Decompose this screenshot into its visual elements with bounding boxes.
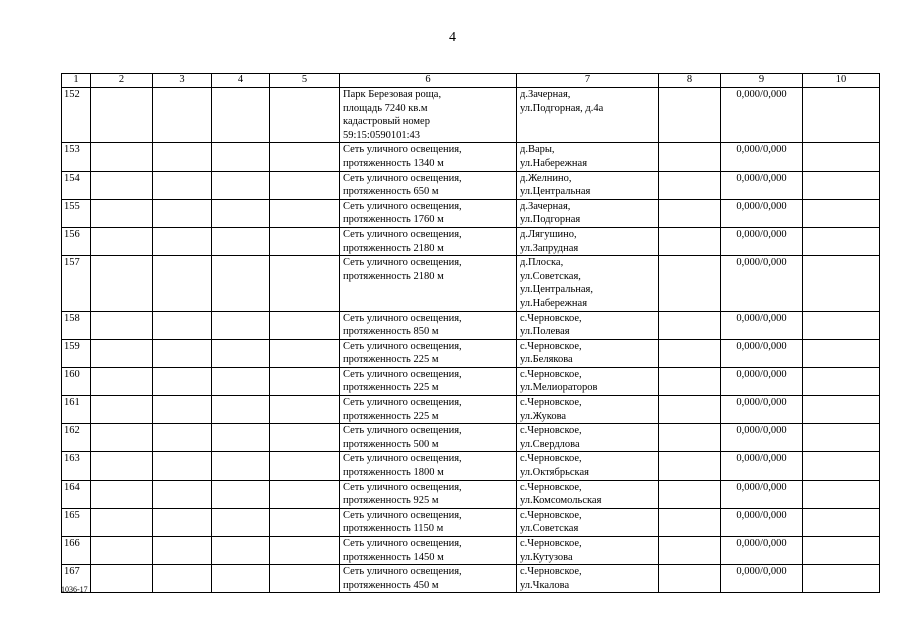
name-line: протяженность 850 м (343, 326, 439, 338)
address-line: ул.Жукова (520, 410, 567, 422)
name-line: протяженность 225 м (343, 354, 439, 366)
row-number-cell: 166 (62, 537, 91, 565)
col4-cell (212, 88, 270, 143)
col8-cell (659, 171, 721, 199)
column-header: 7 (517, 74, 659, 88)
col8-cell (659, 480, 721, 508)
col8-cell (659, 199, 721, 227)
header-row (62, 74, 880, 88)
name-line: Сеть уличного освещения, (343, 340, 462, 352)
row-number-cell: 156 (62, 227, 91, 255)
col5-cell (270, 171, 340, 199)
col4-cell (212, 480, 270, 508)
table-row (62, 311, 880, 339)
name-line: Сеть уличного освещения, (343, 566, 462, 578)
col3-cell (153, 339, 212, 367)
name-line: Парк Березовая роща, (343, 89, 442, 100)
footer-code: 1036-17 (61, 585, 88, 594)
col5-cell (270, 565, 340, 593)
table-row (62, 565, 880, 593)
col10-cell (803, 88, 880, 143)
col10-cell (803, 480, 880, 508)
col8-cell (659, 311, 721, 339)
table-row (62, 537, 880, 565)
column-header: 4 (212, 74, 270, 88)
col3-cell (153, 311, 212, 339)
address-cell (517, 537, 659, 565)
col5-cell (270, 480, 340, 508)
col3-cell (153, 508, 212, 536)
address-cell (517, 424, 659, 452)
col2-cell (91, 396, 153, 424)
object-name-cell (340, 227, 517, 255)
row-number-cell: 164 (62, 480, 91, 508)
table-row (62, 171, 880, 199)
row-number-cell: 154 (62, 171, 91, 199)
row-number-cell: 165 (62, 508, 91, 536)
object-name-cell (340, 311, 517, 339)
value-cell: 0,000/0,000 (721, 88, 803, 143)
col2-cell (91, 452, 153, 480)
address-line: с.Черновское, (520, 340, 582, 352)
col5-cell (270, 88, 340, 143)
col3-cell (153, 452, 212, 480)
object-name-cell (340, 396, 517, 424)
value-cell: 0,000/0,000 (721, 143, 803, 171)
value-cell: 0,000/0,000 (721, 537, 803, 565)
address-line: д.Зачерная, (520, 200, 571, 212)
address-line: ул.Мелиораторов (520, 382, 598, 394)
address-line: д.Лягушино, (520, 228, 577, 240)
address-line: с.Черновское, (520, 566, 582, 578)
col10-cell (803, 143, 880, 171)
col2-cell (91, 339, 153, 367)
row-number-cell: 162 (62, 424, 91, 452)
col2-cell (91, 424, 153, 452)
address-line: ул.Белякова (520, 354, 573, 366)
object-name-cell (340, 565, 517, 593)
name-line: Сеть уличного освещения, (343, 228, 462, 240)
address-line: с.Черновское, (520, 481, 582, 493)
value-cell: 0,000/0,000 (721, 171, 803, 199)
col8-cell (659, 565, 721, 593)
name-line: протяженность 1150 м (343, 523, 444, 535)
address-line: ул.Комсомольская (520, 495, 602, 507)
col8-cell (659, 143, 721, 171)
col8-cell (659, 88, 721, 143)
col5-cell (270, 143, 340, 171)
col5-cell (270, 537, 340, 565)
value-cell: 0,000/0,000 (721, 452, 803, 480)
row-number-cell: 167 (62, 565, 91, 593)
col2-cell (91, 88, 153, 143)
col3-cell (153, 424, 212, 452)
row-number-cell: 155 (62, 199, 91, 227)
col4-cell (212, 508, 270, 536)
value-cell: 0,000/0,000 (721, 396, 803, 424)
col4-cell (212, 311, 270, 339)
column-header: 1 (62, 74, 91, 88)
address-cell (517, 171, 659, 199)
row-number-cell: 159 (62, 339, 91, 367)
col3-cell (153, 367, 212, 395)
object-name-cell (340, 480, 517, 508)
col2-cell (91, 565, 153, 593)
name-line: Сеть уличного освещения, (343, 453, 462, 465)
name-line: площадь 7240 кв.м (343, 102, 428, 114)
column-header: 9 (721, 74, 803, 88)
table-row (62, 88, 880, 143)
name-line: Сеть уличного освещения, (343, 538, 462, 549)
value-cell: 0,000/0,000 (721, 508, 803, 536)
value-cell: 0,000/0,000 (721, 367, 803, 395)
col5-cell (270, 452, 340, 480)
name-line: Сеть уличного освещения, (343, 397, 462, 409)
col4-cell (212, 339, 270, 367)
address-line: ул.Свердлова (520, 438, 580, 450)
address-line: ул.Советская, (520, 270, 581, 282)
table-row (62, 424, 880, 452)
name-line: Сеть уличного освещения, (343, 425, 462, 437)
col4-cell (212, 452, 270, 480)
col2-cell (91, 143, 153, 171)
table-row (62, 508, 880, 536)
address-line: с.Черновское, (520, 312, 582, 324)
address-line: ул.Запрудная (520, 242, 579, 254)
address-line: д.Зачерная, (520, 89, 571, 100)
address-line: ул.Подгорная (520, 214, 581, 226)
object-name-cell (340, 367, 517, 395)
table-row (62, 480, 880, 508)
address-line: с.Черновское, (520, 368, 582, 380)
col8-cell (659, 367, 721, 395)
column-header: 8 (659, 74, 721, 88)
col8-cell (659, 424, 721, 452)
address-line: д.Плоска, (520, 257, 564, 269)
name-line: кадастровый номер (343, 116, 430, 128)
col3-cell (153, 480, 212, 508)
object-name-cell (340, 143, 517, 171)
address-line: ул.Набережная (520, 157, 588, 169)
address-cell (517, 88, 659, 143)
address-line: ул.Набережная (520, 297, 588, 309)
name-line: протяженность 1340 м (343, 157, 444, 169)
object-name-cell (340, 199, 517, 227)
col10-cell (803, 227, 880, 255)
col5-cell (270, 424, 340, 452)
col2-cell (91, 227, 153, 255)
name-line: Сеть уличного освещения, (343, 200, 462, 212)
column-header: 3 (153, 74, 212, 88)
address-line: ул.Полевая (520, 326, 570, 338)
col3-cell (153, 171, 212, 199)
col4-cell (212, 256, 270, 311)
col2-cell (91, 367, 153, 395)
col2-cell (91, 199, 153, 227)
name-line: Сеть уличного освещения, (343, 172, 462, 184)
col5-cell (270, 199, 340, 227)
value-cell: 0,000/0,000 (721, 311, 803, 339)
col4-cell (212, 537, 270, 565)
col4-cell (212, 171, 270, 199)
col3-cell (153, 143, 212, 171)
col5-cell (270, 311, 340, 339)
address-cell (517, 396, 659, 424)
object-name-cell (340, 339, 517, 367)
col4-cell (212, 227, 270, 255)
col2-cell (91, 171, 153, 199)
name-line: протяженность 500 м (343, 438, 439, 450)
row-number-cell: 163 (62, 452, 91, 480)
col3-cell (153, 537, 212, 565)
table-row (62, 143, 880, 171)
object-name-cell (340, 88, 517, 143)
address-cell (517, 227, 659, 255)
name-line: Сеть уличного освещения, (343, 144, 462, 156)
value-cell: 0,000/0,000 (721, 480, 803, 508)
column-header: 6 (340, 74, 517, 88)
col8-cell (659, 508, 721, 536)
address-line: с.Черновское, (520, 425, 582, 437)
address-line: д.Вары, (520, 144, 555, 156)
row-number-cell: 153 (62, 143, 91, 171)
col10-cell (803, 508, 880, 536)
col3-cell (153, 199, 212, 227)
value-cell: 0,000/0,000 (721, 339, 803, 367)
address-cell (517, 311, 659, 339)
address-line: с.Черновское, (520, 509, 582, 521)
col10-cell (803, 199, 880, 227)
value-cell: 0,000/0,000 (721, 424, 803, 452)
address-line: ул.Подгорная, д.4а (520, 102, 604, 114)
col4-cell (212, 424, 270, 452)
col3-cell (153, 88, 212, 143)
object-name-cell (340, 424, 517, 452)
address-cell (517, 508, 659, 536)
col2-cell (91, 537, 153, 565)
col4-cell (212, 199, 270, 227)
address-line: ул.Центральная, (520, 284, 593, 296)
column-header: 5 (270, 74, 340, 88)
name-line: протяженность 2180 м (343, 270, 444, 282)
address-line: ул.Чкалова (520, 579, 570, 591)
table-row (62, 396, 880, 424)
address-line: ул.Октябрьская (520, 467, 589, 479)
name-line: Сеть уличного освещения, (343, 312, 462, 324)
col5-cell (270, 339, 340, 367)
address-line: ул.Центральная (520, 186, 591, 198)
address-line: ул.Кутузова (520, 551, 573, 563)
col10-cell (803, 171, 880, 199)
col8-cell (659, 227, 721, 255)
address-cell (517, 480, 659, 508)
value-cell: 0,000/0,000 (721, 565, 803, 593)
address-cell (517, 339, 659, 367)
col10-cell (803, 256, 880, 311)
table-row (62, 452, 880, 480)
col4-cell (212, 396, 270, 424)
col8-cell (659, 256, 721, 311)
address-cell (517, 256, 659, 311)
col10-cell (803, 367, 880, 395)
address-cell (517, 199, 659, 227)
col4-cell (212, 565, 270, 593)
col8-cell (659, 396, 721, 424)
col10-cell (803, 565, 880, 593)
address-cell (517, 143, 659, 171)
name-line: протяженность 650 м (343, 186, 439, 198)
address-line: с.Черновское, (520, 397, 582, 409)
table-row (62, 339, 880, 367)
col5-cell (270, 367, 340, 395)
col10-cell (803, 339, 880, 367)
name-line: протяженность 450 м (343, 579, 439, 591)
row-number-cell: 161 (62, 396, 91, 424)
table-body (62, 88, 880, 593)
col5-cell (270, 227, 340, 255)
name-line: протяженность 225 м (343, 382, 439, 394)
address-cell (517, 452, 659, 480)
name-line: Сеть уличного освещения, (343, 257, 462, 269)
table-row (62, 256, 880, 311)
column-header: 10 (803, 74, 880, 88)
address-cell (517, 367, 659, 395)
col8-cell (659, 537, 721, 565)
col8-cell (659, 452, 721, 480)
name-line: Сеть уличного освещения, (343, 481, 462, 493)
name-line: протяженность 1760 м (343, 214, 444, 226)
col4-cell (212, 143, 270, 171)
object-name-cell (340, 256, 517, 311)
name-line: Сеть уличного освещения, (343, 509, 462, 521)
object-name-cell (340, 452, 517, 480)
col10-cell (803, 452, 880, 480)
value-cell: 0,000/0,000 (721, 199, 803, 227)
name-line: протяженность 1800 м (343, 467, 444, 479)
property-register-table (61, 73, 880, 593)
name-line: протяженность 925 м (343, 495, 439, 507)
name-line: 59:15:0590101:43 (343, 129, 421, 141)
col10-cell (803, 311, 880, 339)
name-line: Сеть уличного освещения, (343, 368, 462, 380)
page-number: 4 (449, 30, 456, 45)
address-line: с.Черновское, (520, 453, 582, 465)
col10-cell (803, 537, 880, 565)
col3-cell (153, 396, 212, 424)
col2-cell (91, 508, 153, 536)
address-line: с.Черновское, (520, 538, 582, 549)
col8-cell (659, 339, 721, 367)
col2-cell (91, 311, 153, 339)
name-line: протяженность 2180 м (343, 242, 444, 254)
row-number-cell: 160 (62, 367, 91, 395)
value-cell: 0,000/0,000 (721, 256, 803, 311)
value-cell: 0,000/0,000 (721, 227, 803, 255)
col5-cell (270, 396, 340, 424)
col4-cell (212, 367, 270, 395)
object-name-cell (340, 171, 517, 199)
column-header: 2 (91, 74, 153, 88)
col5-cell (270, 508, 340, 536)
col3-cell (153, 565, 212, 593)
name-line: протяженность 225 м (343, 410, 439, 422)
table-row (62, 367, 880, 395)
name-line: протяженность 1450 м (343, 551, 444, 563)
table-row (62, 227, 880, 255)
col2-cell (91, 256, 153, 311)
col2-cell (91, 480, 153, 508)
col5-cell (270, 256, 340, 311)
col10-cell (803, 396, 880, 424)
row-number-cell: 157 (62, 256, 91, 311)
col3-cell (153, 256, 212, 311)
object-name-cell (340, 508, 517, 536)
col10-cell (803, 424, 880, 452)
col3-cell (153, 227, 212, 255)
object-name-cell (340, 537, 517, 565)
address-line: д.Желнино, (520, 172, 572, 184)
row-number-cell: 152 (62, 88, 91, 143)
table-row (62, 199, 880, 227)
address-cell (517, 565, 659, 593)
address-line: ул.Советская (520, 523, 579, 535)
row-number-cell: 158 (62, 311, 91, 339)
